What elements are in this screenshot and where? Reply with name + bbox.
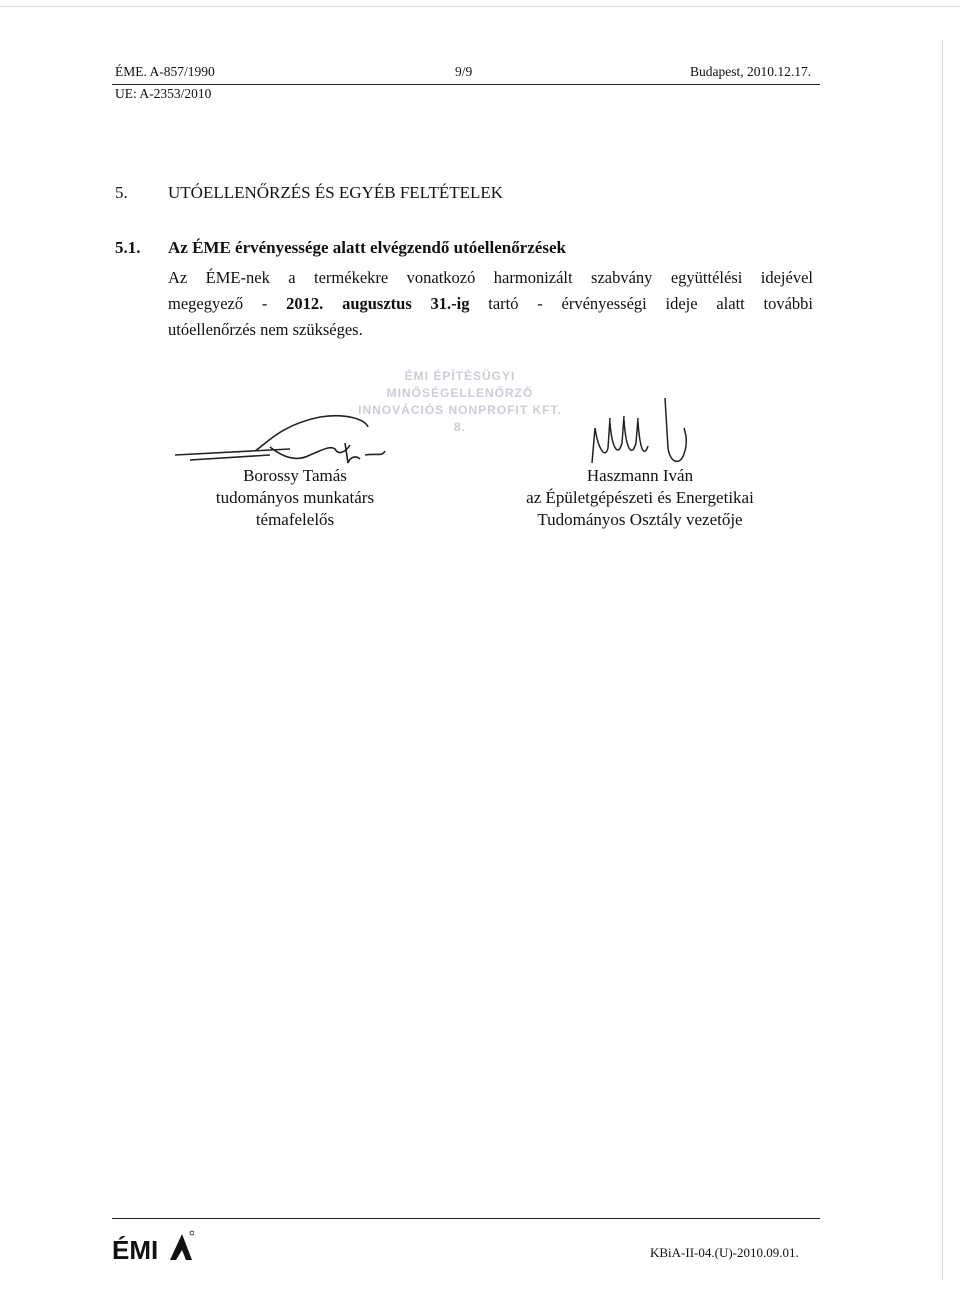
section-number: 5. <box>115 183 128 202</box>
signatory-left-role: tudományos munkatárs <box>215 488 375 507</box>
paragraph-line-3: utóellenőrzés nem szükséges. <box>168 320 363 339</box>
scan-top-edge <box>0 6 960 7</box>
header-page-number: 9/9 <box>455 64 473 79</box>
paragraph-line-2-start: megegyező - <box>168 294 287 313</box>
form-code: KBiA-II-04.(U)-2010.09.01. <box>650 1245 799 1260</box>
signatory-right <box>500 465 780 531</box>
validity-date: 2012. augusztus 31.-ig <box>286 294 470 313</box>
signatory-left-name: Borossy Tamás <box>243 466 347 485</box>
signatory-right-title: Tudományos Osztály vezetője <box>537 510 743 529</box>
stamp-line-1: ÉMI ÉPÍTÉSÜGYI <box>404 369 516 383</box>
header-reference: ÉME. A-857/1990 <box>115 64 215 79</box>
section-title: UTÓELLENŐRZÉS ÉS EGYÉB FELTÉTELEK <box>168 183 504 202</box>
stamp-line-3: INNOVÁCIÓS NONPROFIT KFT. <box>358 403 562 417</box>
stamp-line-2: MINŐSÉGELLENŐRZŐ <box>386 386 534 400</box>
scan-right-edge <box>942 40 943 1280</box>
subsection-number: 5.1. <box>115 238 141 257</box>
signatory-right-department: az Épületgépészeti és Energetikai <box>526 488 754 507</box>
paragraph-line-2-end: tartó - érvényességi ideje alatt további <box>469 294 814 313</box>
signatory-left-title: témafelelős <box>255 510 335 529</box>
emi-logo <box>112 1228 194 1264</box>
signatory-right-name: Haszmann Iván <box>586 466 694 485</box>
header-ue-number: UE: A-2353/2010 <box>115 86 212 101</box>
paragraph-line-2 <box>168 291 813 317</box>
header-place-date: Budapest, 2010.12.17. <box>690 64 812 79</box>
signatory-left <box>170 465 420 531</box>
header-rule <box>112 84 820 85</box>
subsection-title: Az ÉME érvényessége alatt elvégzendő utóellenőrzések <box>168 238 566 257</box>
stamp-line-4: 8. <box>453 420 466 434</box>
paragraph-line-1: Az ÉME-nek a termékekre vonatkozó harmonizált szabvány együttélési idejével <box>168 268 813 287</box>
footer-rule <box>112 1218 820 1219</box>
emi-logo-text: ÉMI <box>112 1235 159 1264</box>
signature-haszmann <box>580 388 700 473</box>
